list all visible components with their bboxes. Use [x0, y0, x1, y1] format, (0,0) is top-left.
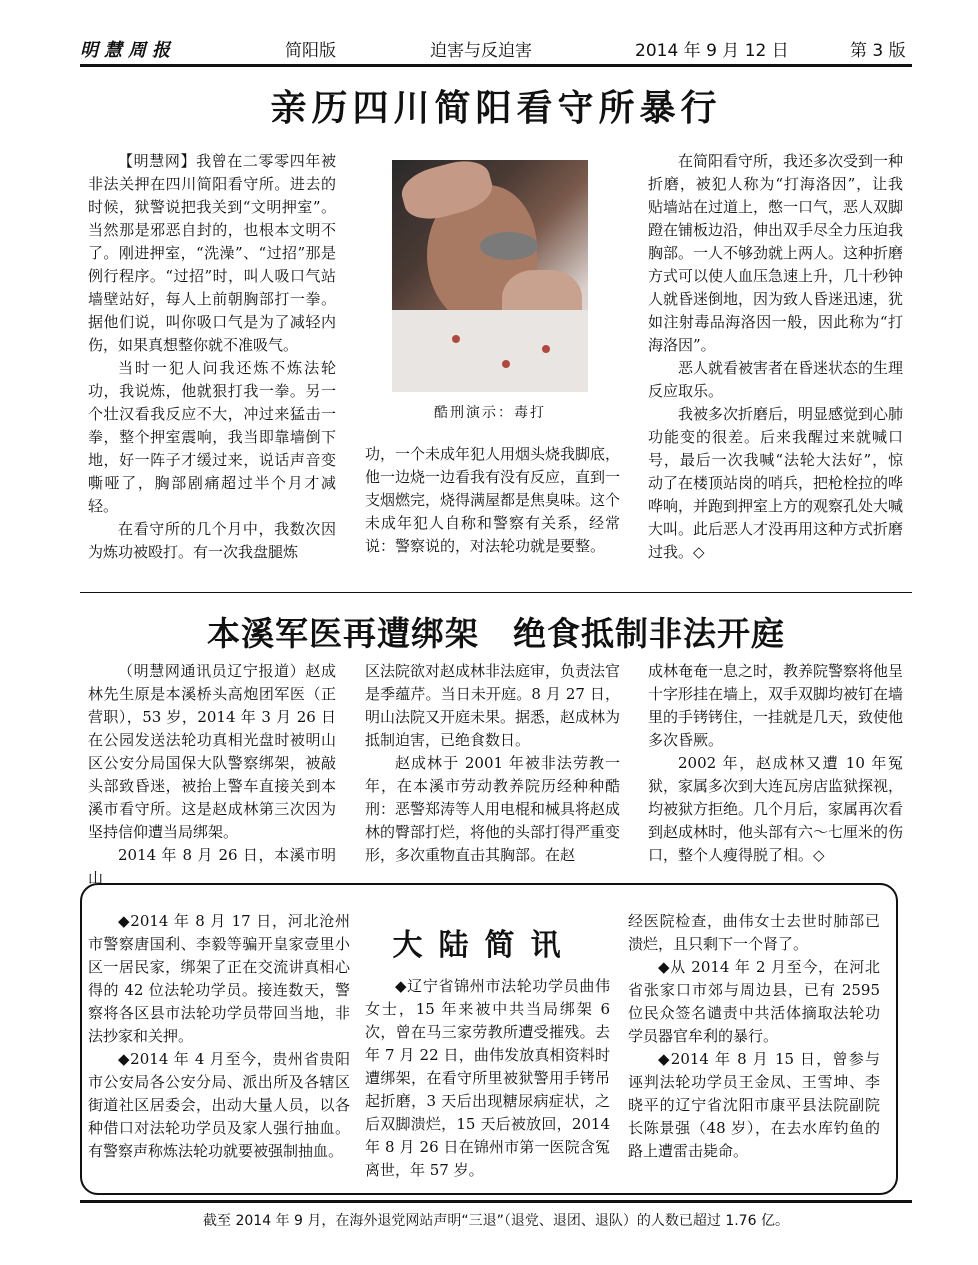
paragraph: 恶人就看被害者在昏迷状态的生理反应取乐。 [648, 359, 904, 400]
torture-demo-photo [392, 160, 588, 392]
paragraph: 区法院欲对赵成林非法庭审，负责法官是季蕴芹。当日未开庭。8 月 27 日，明山法院又开庭未果。据悉，赵成林为抵制迫害，已绝食数日。 [365, 662, 621, 749]
newspaper-name: 明慧周报 [80, 40, 176, 61]
paragraph: 我被多次折磨后，明显感觉到心肺功能变的很差。后来我醒过来就喊口号，最后一次我喊“法轮大法好”，惊动了在楼顶站岗的哨兵，把枪栓拉的哗哗响，并跑到押室上方的观察孔处大喊大叫。此后恶人才没再用这种方式折磨过我。◇ [648, 405, 904, 561]
photo-stain [502, 360, 510, 368]
photo-face-blur [480, 232, 538, 260]
paragraph: 在简阳看守所，我还多次受到一种折磨，被犯人称为“打海洛因”，让我贴墙站在过道上，憋一口气，恶人双脚蹬在铺板边沿，伸出双手尽全力压迫我胸部。一人不够劲就上两人。这种折磨方式可以使人血压急速上升，几十秒钟人就昏迷倒地，因为致人昏迷迅速，犹如注射毒品海洛因一般，因此称为“打海洛因”。 [648, 152, 904, 354]
article1-column-2 [365, 443, 620, 558]
brief-item: ◆辽宁省锦州市法轮功学员曲伟女士，15 年来被中共当局绑架 6 次，曾在马三家劳教所遭受摧残。去年 7 月 22 日，曲伟发放真相资料时遭绑架，在看守所里被狱警用手铐吊起折磨，3 天后出现糖尿病症状，之后双脚溃烂，15 天后被放回，2014 年 8 月 26 日在锦州市第一医院含冤离世，年 57 岁。 [365, 977, 610, 1179]
footer-divider [80, 1200, 912, 1203]
briefs-column-1 [88, 910, 350, 1163]
brief-item: ◆2014 年 8 月 17 日，河北沧州市警察唐国利、李毅等骗开皇家壹里小区一居民家，绑架了正在交流讲真相心得的 42 位法轮功学员。接连数天，警察将各区县市法轮功学员带回当地，非法抄家和关押。 [88, 912, 350, 1045]
paragraph: 2014 年 8 月 26 日，本溪市明山 [88, 846, 336, 887]
photo-caption: 酷刑演示：毒打 [434, 405, 546, 421]
article2-column-3 [648, 660, 903, 867]
brief-item: ◆2014 年 8 月 15 日，曾参与诬判法轮功学员王金凤、王雪坤、李晓平的辽宁省沈阳市康平县法院副院长陈景强（48 岁），在去水库钓鱼的路上遭雷击毙命。 [628, 1050, 880, 1160]
paragraph: 在看守所的几个月中，我数次因为炼功被殴打。有一次我盘腿炼 [88, 520, 336, 561]
paragraph: 功，一个未成年犯人用烟头烧我脚底，他一边烧一边看我有没有反应，直到一支烟燃完，烧得满屋都是焦臭味。这个未成年犯人自称和警察有关系，经常说：警察说的，对法轮功就是要整。 [365, 445, 621, 555]
footer-notice: 截至 2014 年 9 月，在海外退党网站声明“三退”（退党、退团、退队）的人数已超过 1.76 亿。 [203, 1213, 789, 1229]
article2-column-2 [365, 660, 620, 867]
page-number: 第 3 版 [850, 41, 906, 61]
photo-stain [452, 335, 460, 343]
paragraph: （明慧网通讯员辽宁报道）赵成林先生原是本溪桥头高炮团军医（正营职），53 岁，2014 年 3 月 26 日在公园发送法轮功真相光盘时被明山区公安分局国保大队警察绑架，被敲头部致昏迷，被抬上警车直接关到本溪市看守所。这是赵成林第三次因为坚持信仰遭当局绑架。 [88, 662, 336, 841]
masthead-divider [80, 64, 912, 67]
brief-item: ◆2014 年 4 月至今，贵州省贵阳市公安局各公安分局、派出所及各辖区街道社区居委会，出动大量人员，以各种借口对法轮功学员及家人强行抽血。有警察声称炼法轮功就要被强制抽血。 [88, 1050, 350, 1160]
article-divider [80, 592, 912, 593]
paragraph: 2002 年，赵成林又遭 10 年冤狱，家属多次到大连瓦房店监狱探视，均被狱方拒绝。几个月后，家属再次看到赵成林时，他头部有六～七厘米的伤口，整个人瘦得脱了相。◇ [648, 754, 904, 864]
article2-title: 本溪军医再遭绑架 绝食抵制非法开庭 [207, 614, 785, 653]
paragraph: 成林奄奄一息之时，教养院警察将他呈十字形挂在墙上，双手双脚均被钉在墙里的手铐铐住，一挂就是几天，致使他多次昏厥。 [648, 662, 904, 749]
paragraph: 赵成林于 2001 年被非法劳教一年，在本溪市劳动教养院历经种种酷刑：恶警郑涛等人用电棍和械具将赵成林的臀部打烂，将他的头部打得严重变形，多次重物直击其胸部。在赵 [365, 754, 621, 864]
briefs-column-2 [365, 975, 610, 1182]
issue-date: 2014 年 9 月 12 日 [635, 41, 789, 61]
briefs-title: 大陆简讯 [392, 928, 577, 963]
photo-shirt-shape [392, 310, 588, 392]
briefs-column-3 [628, 910, 880, 1163]
article1-column-1 [88, 150, 336, 564]
paragraph: 当时一犯人问我还炼不炼法轮功，我说炼，他就狠打我一拳。另一个壮汉看我反应不大，冲过来猛击一拳，整个押室震响，我当即靠墙倒下地，好一阵子才缓过来，说话声音变嘶哑了，胸部剧痛超过半个月才减轻。 [88, 359, 336, 515]
article2-column-1 [88, 660, 336, 890]
masthead [80, 32, 912, 62]
photo-stain [542, 345, 550, 353]
section-label: 迫害与反迫害 [430, 41, 532, 61]
article1-column-3 [648, 150, 903, 564]
brief-item: 经医院检查，曲伟女士去世时肺部已溃烂，且只剩下一个肾了。 [628, 912, 880, 953]
brief-item: ◆从 2014 年 2 月至今，在河北省张家口市郊与周边县，已有 2595 位民众签名谴责中共活体摘取法轮功学员器官牟利的暴行。 [628, 958, 880, 1045]
paragraph: 【明慧网】我曾在二零零四年被非法关押在四川简阳看守所。进去的时候，狱警说把我关到“文明押室”。当然那是邪恶自封的，也根本文明不了。刚进押室，“洗澡”、“过招”那是例行程序。“过招”时，叫人吸口气站墙壁站好，每人上前朝胸部打一拳。据他们说，叫你吸口气是为了减轻内伤，如果真想整你就不准吸气。 [88, 152, 336, 354]
article1-title: 亲历四川简阳看守所暴行 [270, 87, 722, 129]
edition-label: 简阳版 [285, 41, 336, 61]
